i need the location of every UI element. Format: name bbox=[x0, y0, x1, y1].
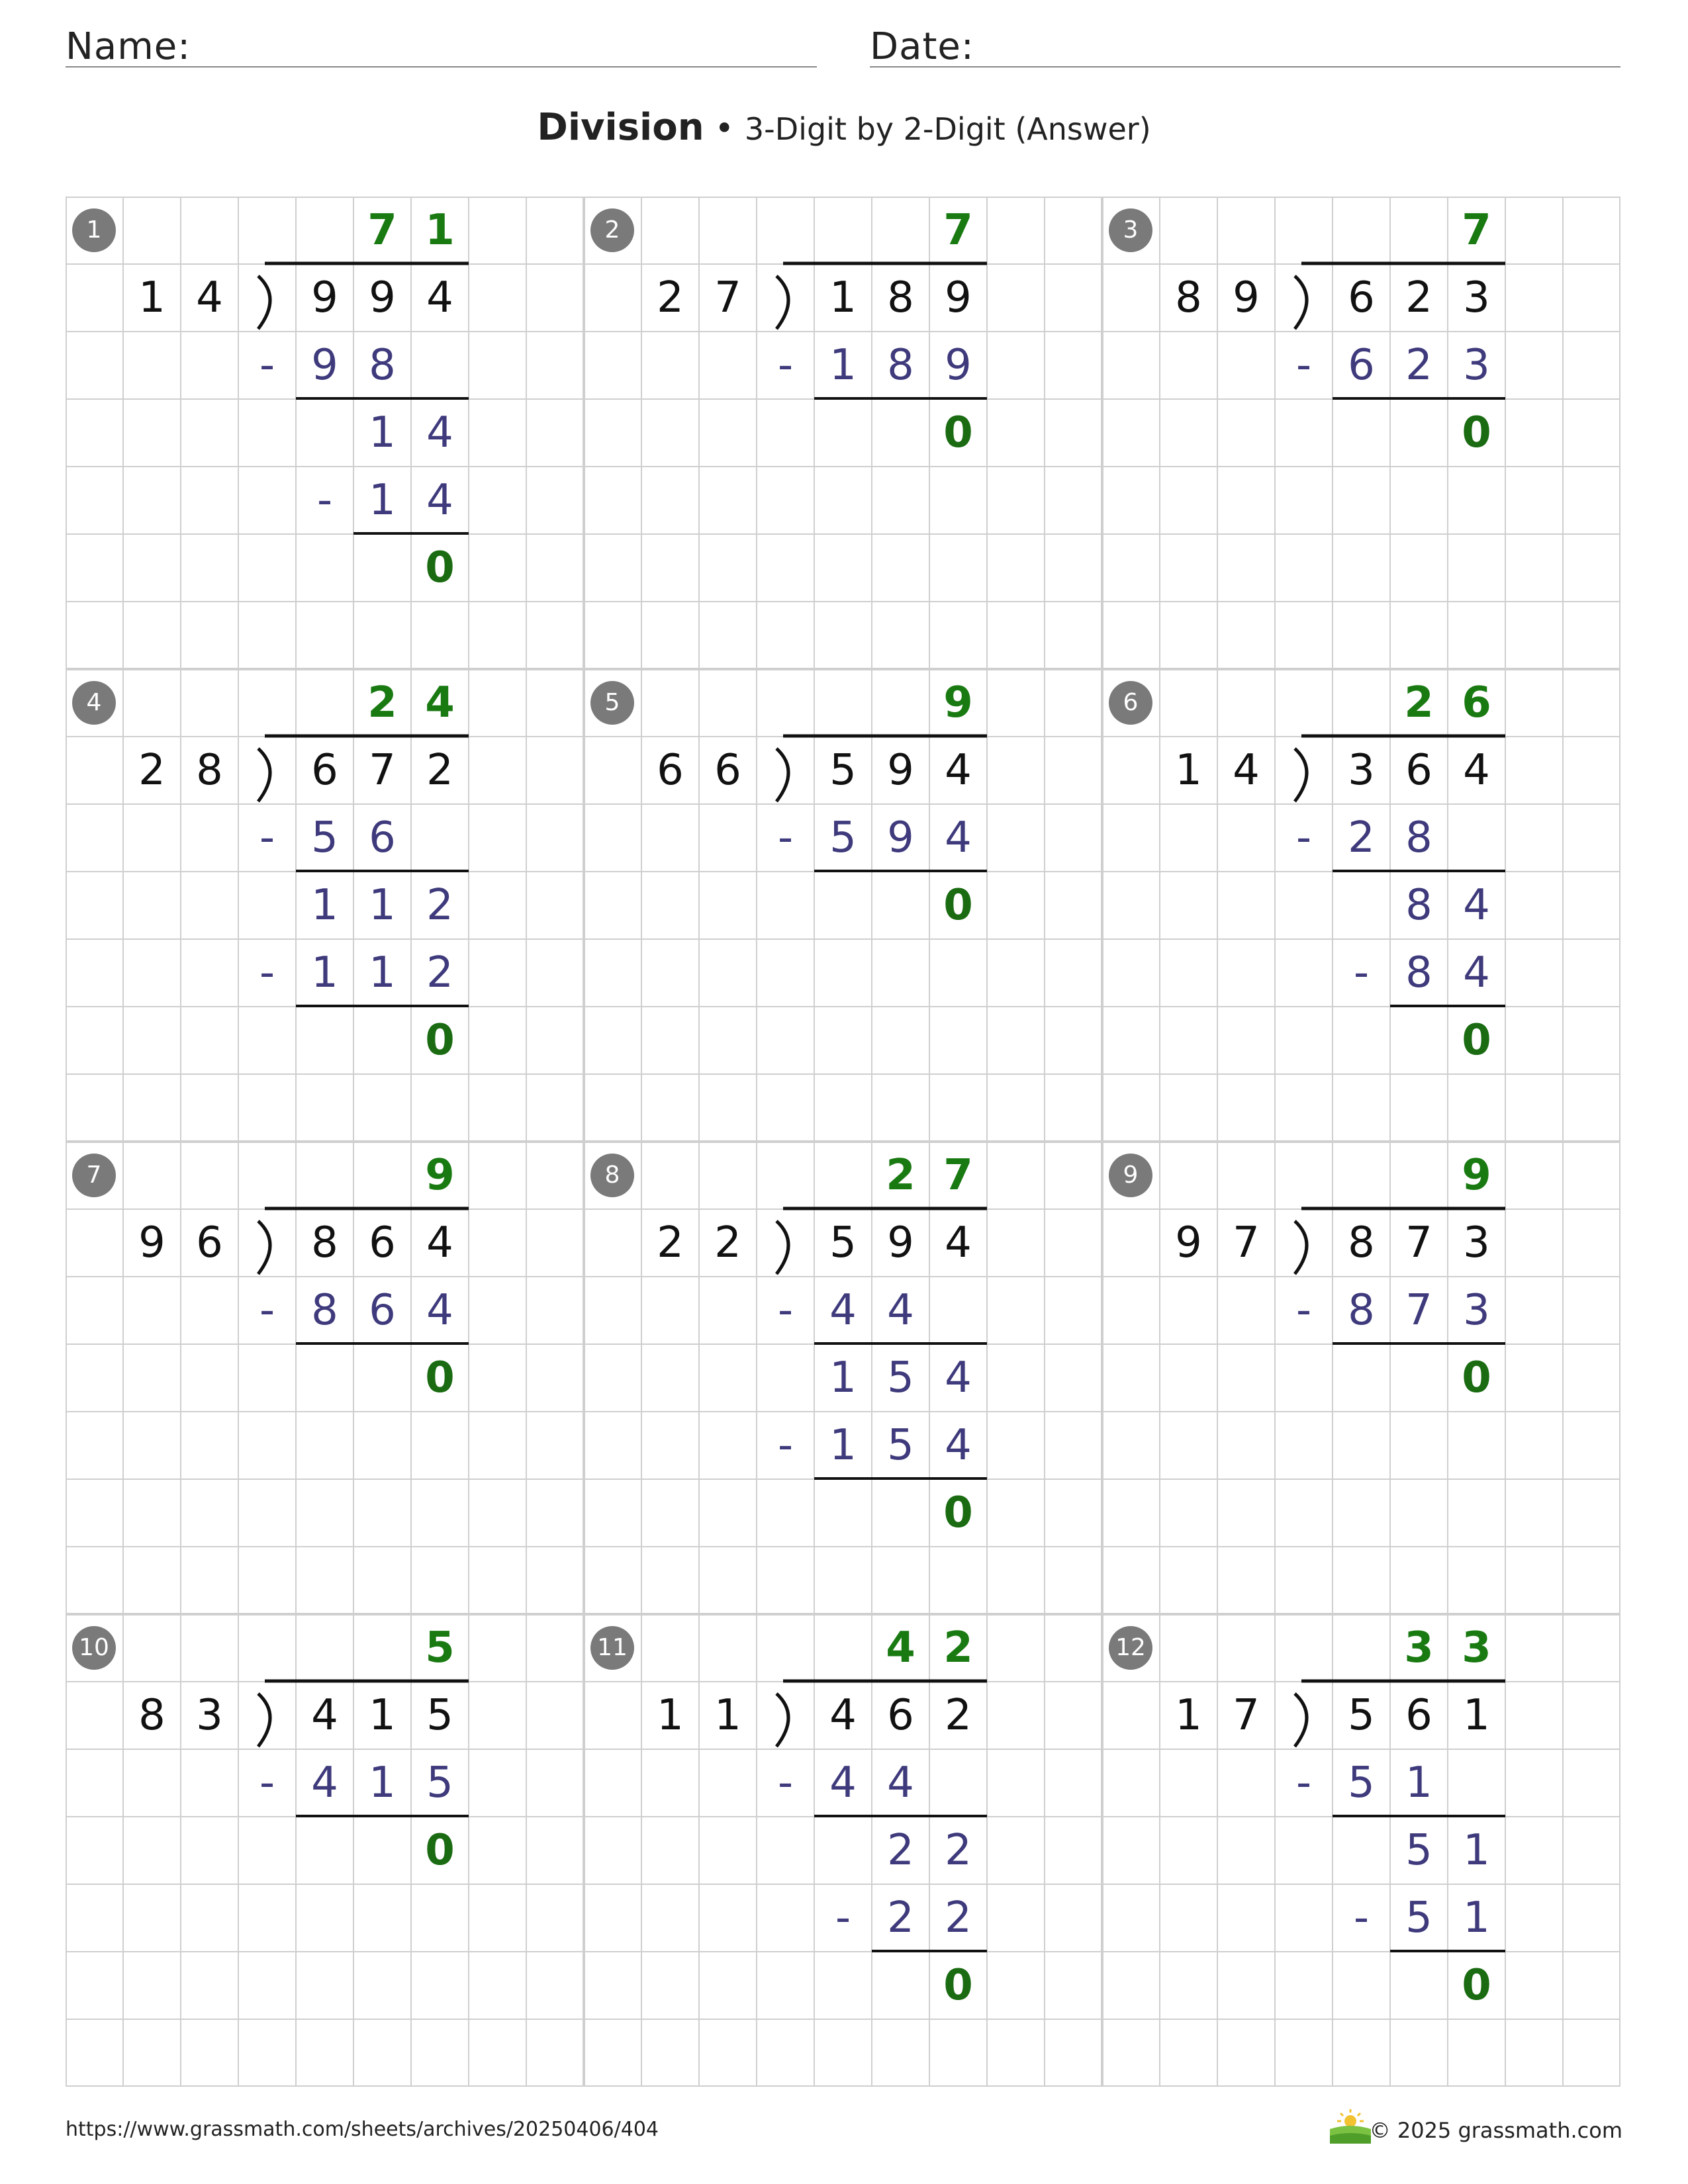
subtrahend-digit: 5 bbox=[829, 813, 857, 862]
dividend-digit: 3 bbox=[1463, 273, 1490, 322]
partial-remainder-digit: 1 bbox=[1463, 1826, 1490, 1875]
minus-sign: - bbox=[316, 476, 333, 525]
partial-remainder-digit: 5 bbox=[887, 1353, 914, 1402]
dividend-digit: 8 bbox=[1348, 1218, 1375, 1267]
dividend-digit: 5 bbox=[829, 1218, 857, 1267]
subtrahend-digit: 4 bbox=[426, 476, 453, 525]
divisor-digit: 4 bbox=[1233, 746, 1260, 795]
subtrahend-digit: 1 bbox=[829, 341, 857, 390]
subtrahend-digit: 2 bbox=[1348, 813, 1375, 862]
remainder-digit: 0 bbox=[425, 1353, 455, 1402]
subtrahend-digit: 5 bbox=[426, 1758, 453, 1807]
minus-sign: - bbox=[777, 1421, 794, 1470]
quotient-digit: 3 bbox=[1404, 1623, 1434, 1672]
dividend-digit: 9 bbox=[945, 273, 972, 322]
minus-sign: - bbox=[259, 341, 275, 390]
dividend-digit: 6 bbox=[1348, 273, 1375, 322]
divisor-digit: 1 bbox=[714, 1691, 741, 1740]
subtrahend-digit: 2 bbox=[945, 1893, 972, 1942]
quotient-digit: 7 bbox=[943, 1151, 973, 1200]
dividend-digit: 3 bbox=[1348, 746, 1375, 795]
divisor-digit: 7 bbox=[1233, 1691, 1260, 1740]
divisor-digit: 7 bbox=[1233, 1218, 1260, 1267]
dividend-digit: 4 bbox=[1463, 746, 1490, 795]
subtrahend-digit: 4 bbox=[887, 1286, 914, 1335]
subtrahend-digit: 8 bbox=[1405, 813, 1432, 862]
partial-remainder-digit: 2 bbox=[887, 1826, 914, 1875]
quotient-digit: 5 bbox=[425, 1623, 455, 1672]
dividend-digit: 9 bbox=[887, 746, 914, 795]
minus-sign: - bbox=[259, 1758, 275, 1807]
remainder-digit: 0 bbox=[943, 881, 973, 930]
minus-sign: - bbox=[1353, 948, 1370, 997]
quotient-digit: 2 bbox=[943, 1623, 973, 1672]
minus-sign: - bbox=[1295, 341, 1312, 390]
dividend-digit: 4 bbox=[426, 1218, 453, 1267]
quotient-digit: 7 bbox=[367, 206, 397, 255]
divisor-digit: 3 bbox=[196, 1691, 223, 1740]
subtrahend-digit: 5 bbox=[1405, 1893, 1432, 1942]
subtrahend-digit: 1 bbox=[369, 1758, 396, 1807]
dividend-digit: 7 bbox=[1405, 1218, 1432, 1267]
dividend-digit: 4 bbox=[945, 746, 972, 795]
subtrahend-digit: 9 bbox=[887, 813, 914, 862]
quotient-digit: 6 bbox=[1462, 678, 1491, 727]
quotient-digit: 9 bbox=[1462, 1151, 1491, 1200]
dividend-digit: 6 bbox=[311, 746, 338, 795]
remainder-digit: 0 bbox=[425, 1826, 455, 1875]
quotient-digit: 9 bbox=[425, 1151, 455, 1200]
division-bracket bbox=[258, 1221, 270, 1274]
divisor-digit: 8 bbox=[1175, 273, 1202, 322]
quotient-digit: 1 bbox=[425, 206, 455, 255]
partial-remainder-digit: 4 bbox=[945, 1353, 972, 1402]
partial-remainder-digit: 4 bbox=[1463, 881, 1490, 930]
subtrahend-digit: 3 bbox=[1463, 341, 1490, 390]
remainder-digit: 0 bbox=[1462, 1961, 1491, 2010]
divisor-digit: 4 bbox=[196, 273, 223, 322]
divisor-digit: 9 bbox=[1175, 1218, 1202, 1267]
subtrahend-digit: 4 bbox=[829, 1286, 857, 1335]
dividend-digit: 2 bbox=[1405, 273, 1432, 322]
divisor-digit: 1 bbox=[1175, 1691, 1202, 1740]
footer-copyright: © 2025 grassmath.com bbox=[1369, 2118, 1622, 2143]
subtrahend-digit: 1 bbox=[1463, 1893, 1490, 1942]
remainder-digit: 0 bbox=[1462, 1353, 1491, 1402]
subtrahend-digit: 6 bbox=[369, 813, 396, 862]
dividend-digit: 8 bbox=[311, 1218, 338, 1267]
problem-number-badge: 11 bbox=[590, 1626, 634, 1670]
subtrahend-digit: 5 bbox=[1348, 1758, 1375, 1807]
quotient-digit: 2 bbox=[886, 1151, 915, 1200]
subtrahend-digit: 9 bbox=[945, 341, 972, 390]
subtrahend-digit: 6 bbox=[1348, 341, 1375, 390]
division-bracket bbox=[258, 276, 270, 329]
division-bracket bbox=[776, 1221, 788, 1274]
division-bracket bbox=[1295, 749, 1307, 801]
subtrahend-digit: 4 bbox=[945, 1421, 972, 1470]
problem-number-badge: 10 bbox=[72, 1626, 116, 1670]
minus-sign: - bbox=[777, 341, 794, 390]
divisor-digit: 6 bbox=[196, 1218, 223, 1267]
dividend-digit: 4 bbox=[426, 273, 453, 322]
subtrahend-digit: 1 bbox=[829, 1421, 857, 1470]
minus-sign: - bbox=[1295, 1286, 1312, 1335]
remainder-digit: 0 bbox=[1462, 1016, 1491, 1065]
subtrahend-digit: 9 bbox=[311, 341, 338, 390]
division-bracket bbox=[1295, 1694, 1307, 1747]
dividend-digit: 5 bbox=[1348, 1691, 1375, 1740]
problem-number-badge: 12 bbox=[1109, 1626, 1152, 1670]
remainder-digit: 0 bbox=[1462, 408, 1491, 457]
quotient-digit: 7 bbox=[1462, 206, 1491, 255]
subtrahend-digit: 8 bbox=[1405, 948, 1432, 997]
subtrahend-digit: 5 bbox=[311, 813, 338, 862]
problem-number-badge: 4 bbox=[72, 681, 116, 725]
subtrahend-digit: 8 bbox=[1348, 1286, 1375, 1335]
dividend-digit: 6 bbox=[369, 1218, 396, 1267]
remainder-digit: 0 bbox=[425, 543, 455, 592]
date-label: Date: bbox=[870, 25, 974, 68]
problem-number-badge: 7 bbox=[72, 1154, 116, 1197]
partial-remainder-digit: 1 bbox=[829, 1353, 857, 1402]
division-bracket bbox=[776, 749, 788, 801]
dividend-digit: 6 bbox=[1405, 746, 1432, 795]
subtrahend-digit: 4 bbox=[887, 1758, 914, 1807]
subtrahend-digit: 3 bbox=[1463, 1286, 1490, 1335]
remainder-digit: 0 bbox=[943, 1488, 973, 1537]
division-bracket bbox=[776, 276, 788, 329]
divisor-digit: 2 bbox=[714, 1218, 741, 1267]
quotient-digit: 9 bbox=[943, 678, 973, 727]
minus-sign: - bbox=[777, 1286, 794, 1335]
partial-remainder-digit: 2 bbox=[945, 1826, 972, 1875]
quotient-digit: 3 bbox=[1462, 1623, 1491, 1672]
minus-sign: - bbox=[835, 1893, 851, 1942]
division-bracket bbox=[1295, 276, 1307, 329]
partial-remainder-digit: 5 bbox=[1405, 1826, 1432, 1875]
subtrahend-digit: 2 bbox=[887, 1893, 914, 1942]
minus-sign: - bbox=[1353, 1893, 1370, 1942]
divisor-digit: 6 bbox=[657, 746, 684, 795]
subtrahend-digit: 4 bbox=[311, 1758, 338, 1807]
grassmath-logo-icon bbox=[1327, 2107, 1374, 2146]
dividend-digit: 4 bbox=[311, 1691, 338, 1740]
dividend-digit: 5 bbox=[426, 1691, 453, 1740]
partial-remainder-digit: 4 bbox=[426, 408, 453, 457]
subtrahend-digit: 4 bbox=[829, 1758, 857, 1807]
dividend-digit: 2 bbox=[945, 1691, 972, 1740]
divisor-digit: 1 bbox=[657, 1691, 684, 1740]
subtrahend-digit: 8 bbox=[311, 1286, 338, 1335]
divisor-digit: 2 bbox=[138, 746, 165, 795]
divisor-digit: 9 bbox=[138, 1218, 165, 1267]
subtrahend-digit: 8 bbox=[369, 341, 396, 390]
remainder-digit: 0 bbox=[943, 1961, 973, 2010]
divisor-digit: 1 bbox=[1175, 746, 1202, 795]
subtrahend-digit: 4 bbox=[426, 1286, 453, 1335]
divisor-digit: 7 bbox=[714, 273, 741, 322]
subtrahend-digit: 1 bbox=[311, 948, 338, 997]
name-label: Name: bbox=[66, 25, 191, 68]
problem-number-badge: 5 bbox=[590, 681, 634, 725]
subtrahend-digit: 2 bbox=[426, 948, 453, 997]
date-line[interactable] bbox=[870, 66, 1620, 68]
division-bracket bbox=[258, 749, 270, 801]
subtrahend-digit: 8 bbox=[887, 341, 914, 390]
dividend-digit: 1 bbox=[1463, 1691, 1490, 1740]
divisor-digit: 2 bbox=[657, 273, 684, 322]
quotient-digit: 7 bbox=[943, 206, 973, 255]
divisor-digit: 1 bbox=[138, 273, 165, 322]
subtrahend-digit: 5 bbox=[887, 1421, 914, 1470]
footer-url[interactable]: https://www.grassmath.com/sheets/archives/20250406/404 bbox=[66, 2118, 659, 2141]
dividend-digit: 3 bbox=[1463, 1218, 1490, 1267]
minus-sign: - bbox=[777, 1758, 794, 1807]
dividend-digit: 4 bbox=[829, 1691, 857, 1740]
partial-remainder-digit: 1 bbox=[311, 881, 338, 930]
dividend-digit: 1 bbox=[829, 273, 857, 322]
subtrahend-digit: 4 bbox=[1463, 948, 1490, 997]
subtrahend-digit: 1 bbox=[1405, 1758, 1432, 1807]
division-bracket bbox=[776, 1694, 788, 1747]
quotient-digit: 4 bbox=[886, 1623, 915, 1672]
dividend-digit: 7 bbox=[369, 746, 396, 795]
subtrahend-digit: 2 bbox=[1405, 341, 1432, 390]
partial-remainder-digit: 8 bbox=[1405, 881, 1432, 930]
dividend-digit: 6 bbox=[887, 1691, 914, 1740]
division-bracket bbox=[258, 1694, 270, 1747]
remainder-digit: 0 bbox=[425, 1016, 455, 1065]
partial-remainder-digit: 2 bbox=[426, 881, 453, 930]
dividend-digit: 5 bbox=[829, 746, 857, 795]
quotient-digit: 2 bbox=[367, 678, 397, 727]
title-main: Division bbox=[537, 106, 704, 149]
problem-number-badge: 9 bbox=[1109, 1154, 1152, 1197]
subtrahend-digit: 7 bbox=[1405, 1286, 1432, 1335]
problem-number-badge: 6 bbox=[1109, 681, 1152, 725]
quotient-digit: 4 bbox=[425, 678, 455, 727]
minus-sign: - bbox=[259, 948, 275, 997]
title-separator: • bbox=[704, 109, 745, 148]
dividend-digit: 6 bbox=[1405, 1691, 1432, 1740]
subtrahend-digit: 1 bbox=[369, 476, 396, 525]
minus-sign: - bbox=[259, 1286, 275, 1335]
minus-sign: - bbox=[259, 813, 275, 862]
divisor-digit: 2 bbox=[657, 1218, 684, 1267]
quotient-digit: 2 bbox=[1404, 678, 1434, 727]
partial-remainder-digit: 1 bbox=[369, 408, 396, 457]
divisor-digit: 9 bbox=[1233, 273, 1260, 322]
minus-sign: - bbox=[1295, 813, 1312, 862]
dividend-digit: 9 bbox=[887, 1218, 914, 1267]
dividend-digit: 2 bbox=[426, 746, 453, 795]
minus-sign: - bbox=[777, 813, 794, 862]
divisor-digit: 8 bbox=[138, 1691, 165, 1740]
problem-number-badge: 1 bbox=[72, 208, 116, 252]
partial-remainder-digit: 1 bbox=[369, 881, 396, 930]
name-line[interactable] bbox=[66, 66, 817, 68]
worksheet-title bbox=[0, 106, 1688, 149]
minus-sign: - bbox=[1295, 1758, 1312, 1807]
subtrahend-digit: 1 bbox=[369, 948, 396, 997]
problem-grid bbox=[66, 197, 1620, 2087]
problem-number-badge: 2 bbox=[590, 208, 634, 252]
title-sub: 3-Digit by 2-Digit (Answer) bbox=[744, 111, 1151, 147]
problem-number-badge: 8 bbox=[590, 1154, 634, 1197]
divisor-digit: 8 bbox=[196, 746, 223, 795]
dividend-digit: 9 bbox=[311, 273, 338, 322]
remainder-digit: 0 bbox=[943, 408, 973, 457]
divisor-digit: 6 bbox=[714, 746, 741, 795]
dividend-digit: 4 bbox=[945, 1218, 972, 1267]
subtrahend-digit: 6 bbox=[369, 1286, 396, 1335]
division-bracket bbox=[1295, 1221, 1307, 1274]
dividend-digit: 8 bbox=[887, 273, 914, 322]
problem-number-badge: 3 bbox=[1109, 208, 1152, 252]
dividend-digit: 1 bbox=[369, 1691, 396, 1740]
dividend-digit: 9 bbox=[369, 273, 396, 322]
subtrahend-digit: 4 bbox=[945, 813, 972, 862]
